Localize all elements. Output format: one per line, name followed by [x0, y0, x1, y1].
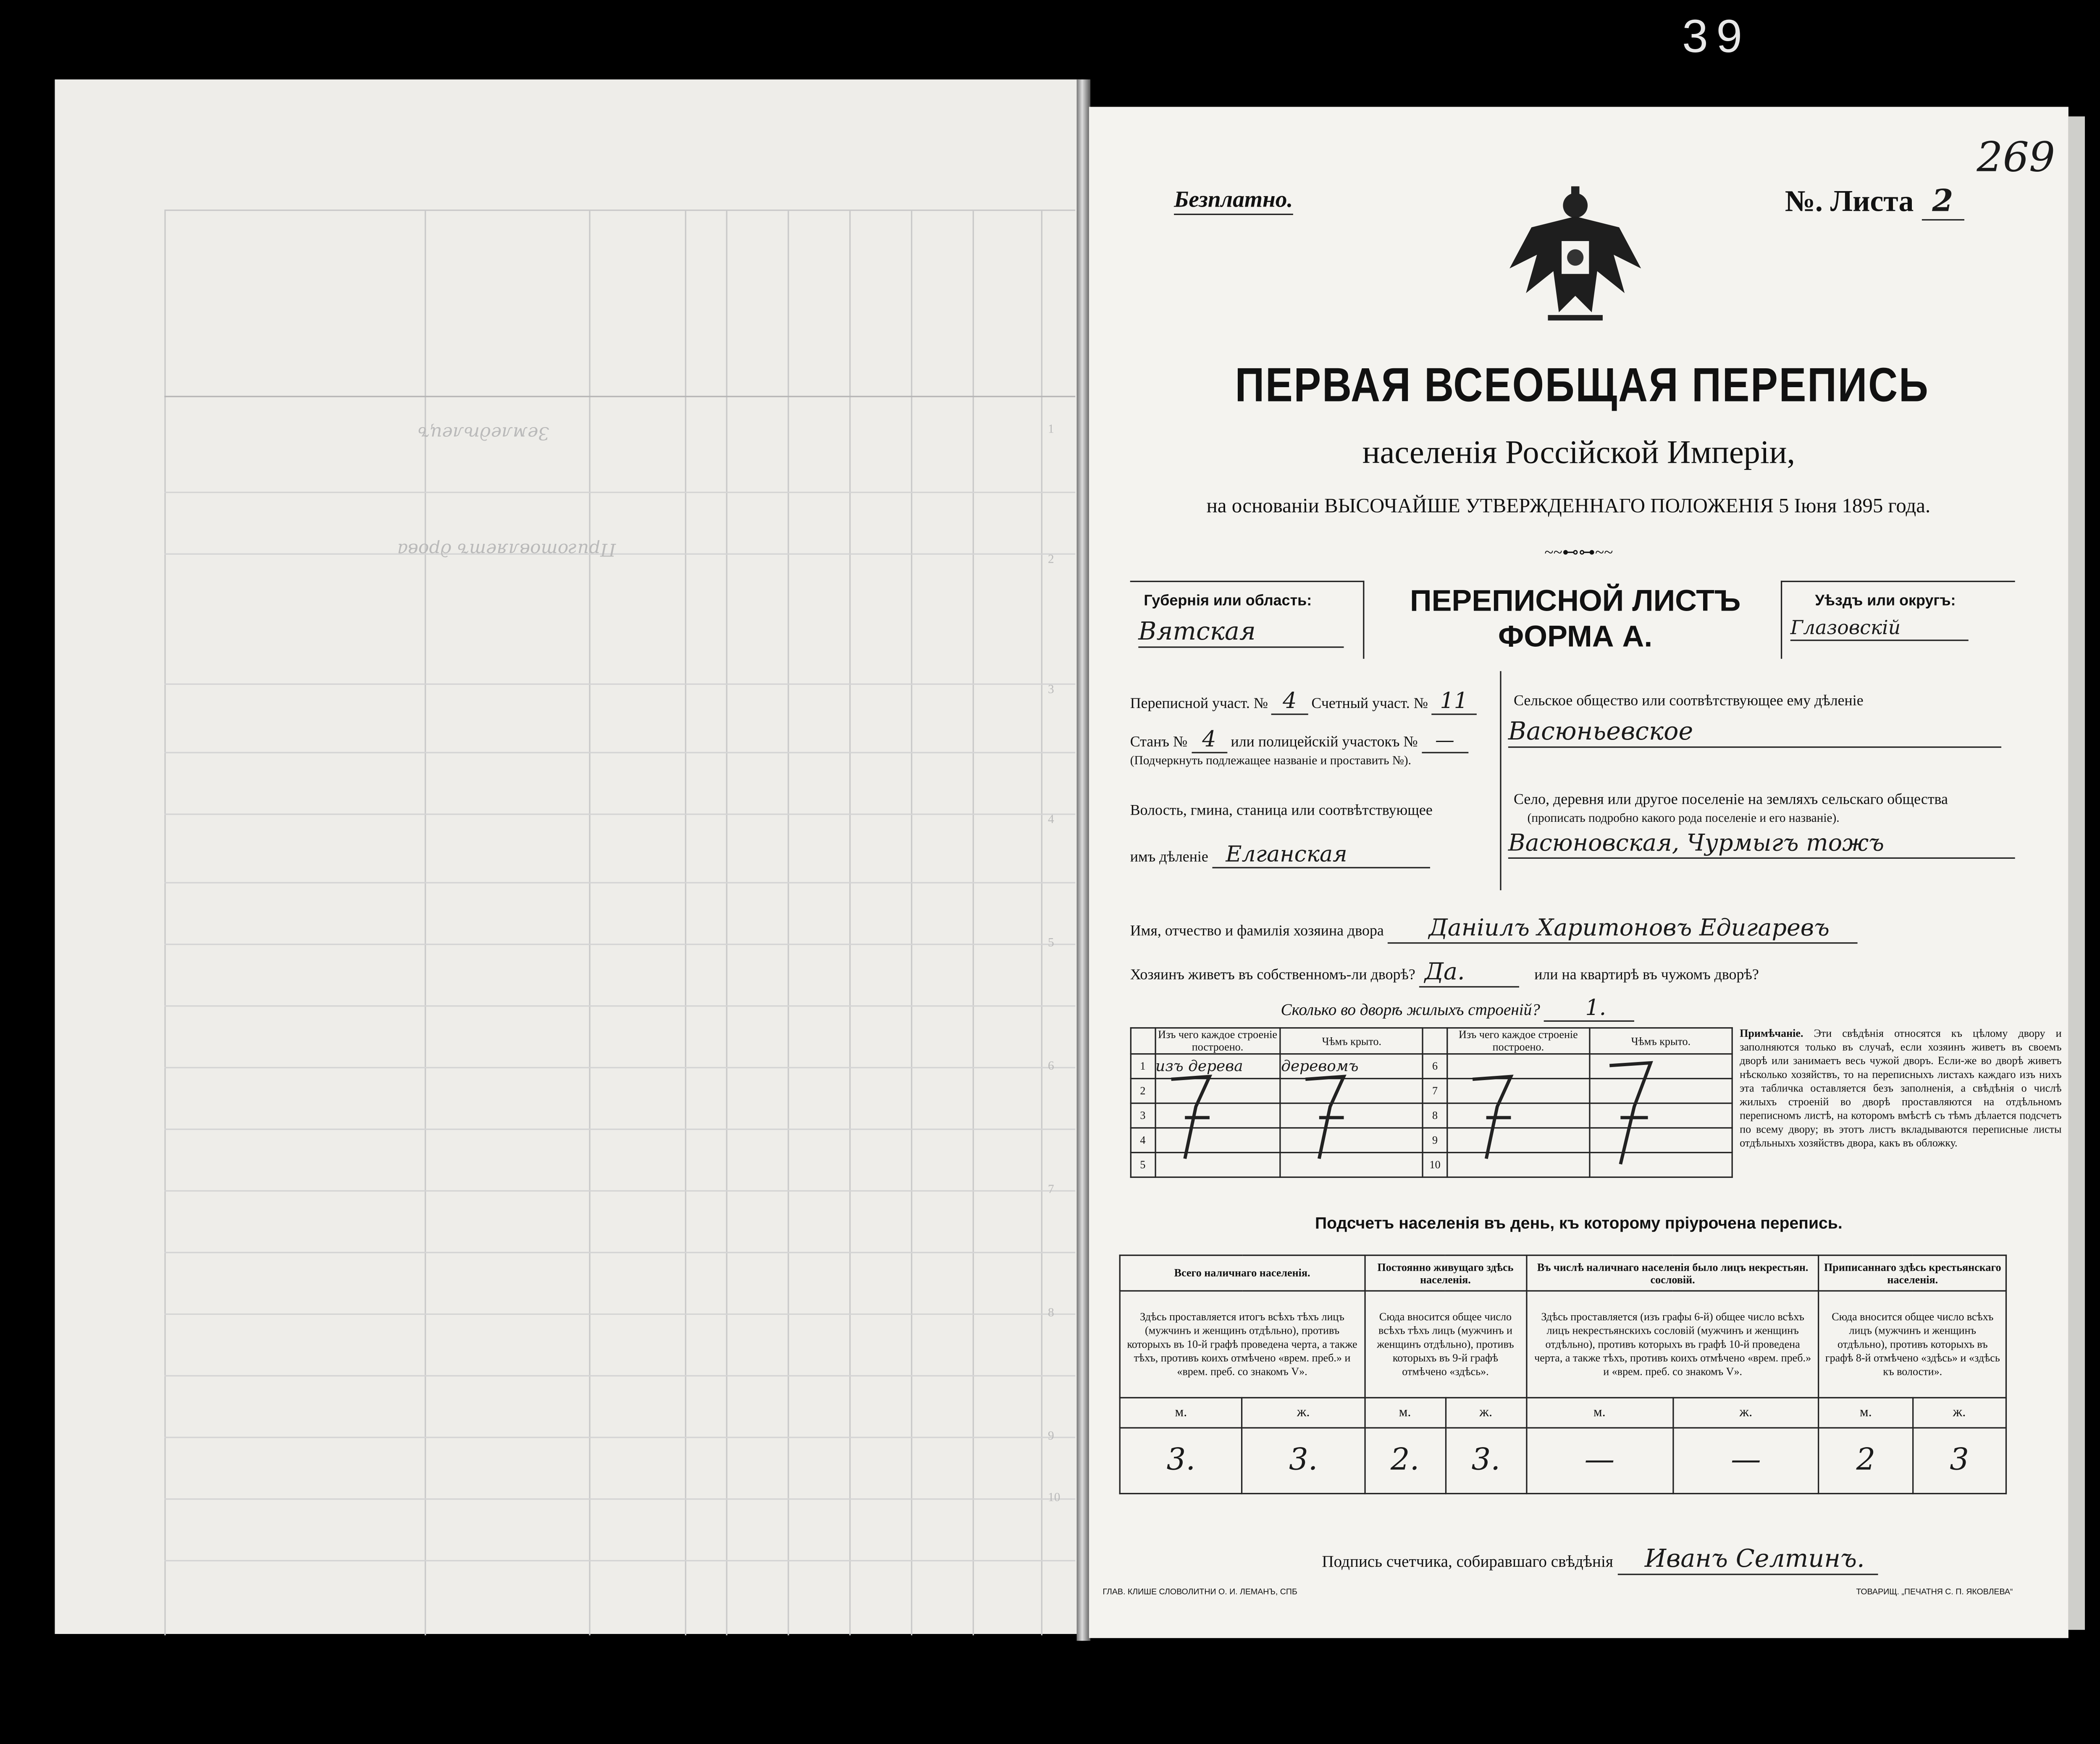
stan-label: Станъ № [1130, 734, 1188, 751]
village-value: Васюновская, Чурмыгъ тожъ [1508, 830, 2015, 858]
tally-title: Подсчетъ населенія въ день, къ которому пріурочена перепись. [1315, 1213, 1843, 1233]
own-yard-value: Да. [1419, 959, 1520, 987]
volost-label-2: имъ дѣленіе [1130, 849, 1208, 866]
buildings-note [1740, 1027, 2061, 1151]
sheet-no-text: №. Листа [1785, 184, 1914, 218]
permanent-male: 2. [1365, 1428, 1446, 1494]
footer-printer-left: ГЛАВ. КЛИШЕ СЛОВОЛИТНИ О. И. ЛЕМАНЪ, СПБ [1102, 1589, 1297, 1597]
non-peasant-female: — [1673, 1428, 1819, 1494]
village-note: (прописать подробно какого рода поселеніе и его названіе). [1527, 810, 1840, 825]
m-label: м. [1526, 1398, 1673, 1428]
stan-note: (Подчеркнуть подлежащее названіе и проставить №). [1130, 753, 1412, 767]
census-district-line [1130, 687, 1476, 713]
note-title: Примѣчаніе. [1740, 1027, 1803, 1040]
sheet-no-value: 2 [1921, 184, 1964, 220]
form-title-line2: ФОРМА А. [1498, 619, 1653, 653]
census-subtitle: населенія Россійской Имперіи, [1362, 435, 1796, 471]
uezd-value: Глазовскій [1790, 618, 1969, 641]
stan-value: 4 [1191, 726, 1227, 753]
tally-desc-non-peasant: Здѣсь проставляется (изъ графы 6-й) общее число всѣхъ лицъ некрестьянскихъ сословій (мужчинъ и женщинъ отдѣльно), противъ которыхъ въ графѣ 10-й проведена черта, а также тѣхъ, противъ коихъ отмѣчено «врем. преб.» и «врем. преб. со знакомъ V». [1526, 1291, 1819, 1398]
guberniya-label: Губернія или область: [1144, 593, 1312, 610]
material-header-left: Изъ чего каждое строеніе построено. [1155, 1028, 1280, 1054]
m-label: м. [1819, 1398, 1912, 1428]
tally-head-registered: Приписаннаго здѣсь крестьянскаго населенія. [1819, 1255, 2006, 1291]
row-num: 8 [1423, 1103, 1447, 1128]
note-text: Эти свѣдѣнія относятся къ цѣлому двору и заполняются только въ случаѣ, если хозяинъ живетъ въ своемъ дворѣ или занимаетъ весь чужой дворъ. Если-же во дворѣ живетъ нѣсколько хозяйствъ, то на переписныхъ листахъ каждаго изъ нихъ эта табличка оставляется безъ заполненія, а свѣдѣнія о числѣ жилыхъ строеній во дворѣ проставляются на отдѣльномъ переписномъ листѣ, на которомъ вмѣстѣ съ тѣмъ дѣлается подсчетъ по всему двору; въ этотъ листъ вкладываются переписные листы отдѣльныхъ хозяйствъ двора, какъ въ обложку. [1740, 1027, 2062, 1149]
signature-label: Подпись счетчика, собиравшаго свѣдѣнія [1322, 1552, 1613, 1571]
census-title: ПЕРВАЯ ВСЕОБЩАЯ ПЕРЕПИСЬ [1235, 359, 1929, 412]
imperial-eagle-emblem [1507, 186, 1644, 330]
row-num: 4 [1131, 1128, 1155, 1153]
sheet-number-label [1785, 184, 1964, 219]
tally-head-non-peasant: Въ числѣ наличнаго населенія было лицъ некрестьян. сословій. [1526, 1255, 1819, 1291]
owner-label: Имя, отчество и фамилія хозяина двора [1130, 923, 1384, 940]
census-form-page [1089, 107, 2068, 1638]
tally-desc-total: Здѣсь проставляется итогъ всѣхъ тѣхъ лицъ (мужчинъ и женщинъ отдѣльно), противъ которыхъ въ 10-й графѣ проведена черта, а также тѣхъ, противъ коихъ отмѣчено «врем. преб.» и «врем. преб. со знакомъ V». [1120, 1291, 1365, 1398]
left-row-number: 6 [1048, 1059, 1054, 1073]
count-district-value: 11 [1432, 687, 1476, 715]
fields-divider [1500, 671, 1501, 890]
village-label: Село, деревня или другое поселеніе на земляхъ сельскаго общества [1513, 792, 1948, 808]
society-label: Сельское общество или соотвѣтствующее ему дѣленіе [1513, 693, 1864, 710]
volost-label-1: Волость, гмина, станица или соотвѣтствующее [1130, 803, 1433, 819]
uezd-label: Уѣздъ или округъ: [1815, 593, 1956, 610]
roof-cell: деревомъ [1281, 1054, 1423, 1079]
row-num: 10 [1423, 1153, 1447, 1178]
m-label: м. [1120, 1398, 1242, 1428]
left-row-number: 4 [1048, 812, 1054, 826]
f-label: ж. [1673, 1398, 1819, 1428]
roof-header-right: Чѣмъ крыто. [1590, 1028, 1732, 1054]
total-female: 3. [1242, 1428, 1365, 1494]
population-tally-table [1119, 1255, 2007, 1495]
own-yard-label: Хозяинъ живетъ въ собственномъ-ли дворѣ? [1130, 967, 1415, 983]
left-grid [164, 210, 1075, 1635]
material-header-right: Изъ чего каждое строеніе построено. [1447, 1028, 1589, 1054]
society-value: Васюньевское [1508, 718, 2001, 748]
next-page-edge [2068, 116, 2085, 1630]
row-num: 3 [1131, 1103, 1155, 1128]
material-cell: изъ дерева [1155, 1054, 1280, 1079]
left-row-number: 3 [1048, 682, 1054, 696]
f-label: ж. [1913, 1398, 2006, 1428]
volost-line [1130, 841, 1430, 867]
police-district-value: — [1422, 730, 1468, 753]
uezd-box [1781, 581, 2015, 659]
buildings-line [1281, 994, 1634, 1020]
roof-header-left: Чѣмъ крыто. [1281, 1028, 1423, 1054]
tally-desc-registered: Сюда вносится общее число всѣхъ лицъ (мужчинъ и женщинъ отдѣльно), противъ которыхъ въ графѣ 8-й отмѣчено «здѣсь» и «здѣсь къ волости». [1819, 1291, 2006, 1398]
form-title-line1: ПЕРЕПИСНОЙ ЛИСТЪ [1410, 583, 1741, 618]
buildings-cross-out-marks [1130, 1052, 1733, 1178]
stan-line [1130, 726, 1468, 752]
guberniya-value: Вятская [1138, 618, 1344, 648]
volost-value: Елганская [1212, 841, 1430, 868]
row-num: 9 [1423, 1128, 1447, 1153]
police-district-label: или полицейскій участокъ № [1231, 734, 1418, 751]
left-row-number: 10 [1048, 1490, 1060, 1504]
left-row-number: 7 [1048, 1182, 1054, 1196]
rented-yard-label: или на квартирѣ въ чужомъ дворѣ? [1534, 967, 1759, 983]
tally-head-permanent: Постоянно живущаго здѣсь населенія. [1365, 1255, 1526, 1291]
left-row-number: 1 [1048, 422, 1054, 436]
count-district-label: Счетный участ. № [1311, 695, 1428, 712]
buildings-label: Сколько во дворѣ жилыхъ строеній? [1281, 999, 1540, 1019]
tally-head-total: Всего наличнаго населенія. [1120, 1255, 1365, 1291]
census-basis: на основаніи ВЫСОЧАЙШЕ УТВЕРЖДЕННАГО ПОЛОЖЕНІЯ 5 Іюня 1895 года. [1206, 496, 1931, 518]
handwritten-sheet-number: 269 [1977, 134, 2055, 182]
ornament: ~~⊷⊶~~ [1544, 542, 1613, 562]
book-spine [1077, 79, 1091, 1641]
row-num: 1 [1131, 1054, 1155, 1079]
f-label: ж. [1445, 1398, 1526, 1428]
registered-female: 3 [1913, 1428, 2006, 1494]
free-label: Безплатно. [1174, 186, 1293, 215]
frame-number: 39 [1682, 11, 1751, 63]
signature-value: Иванъ Селтинъ. [1617, 1545, 1879, 1575]
m-label: м. [1365, 1398, 1446, 1428]
row-num: 2 [1131, 1078, 1155, 1103]
registered-male: 2 [1819, 1428, 1912, 1494]
enumerator-signature-line [1322, 1545, 1878, 1574]
row-num: 5 [1131, 1153, 1155, 1178]
row-num: 7 [1423, 1078, 1447, 1103]
tally-desc-permanent: Сюда вносится общее число всѣхъ тѣхъ лицъ (мужчинъ и женщинъ отдѣльно), противъ которыхъ въ 9-й графѣ отмѣчено «здѣсь». [1365, 1291, 1526, 1398]
left-row-number: 2 [1048, 552, 1054, 566]
footer-printer-right: ТОВАРИЩ. „ПЕЧАТНЯ С. П. ЯКОВЛЕВА“ [1856, 1589, 2013, 1597]
form-title-box [1370, 581, 1781, 655]
left-handwriting-occupation: Земледѣлецъ [417, 422, 549, 443]
owner-value: Даніилъ Харитоновъ Едигаревъ [1388, 915, 1857, 944]
census-district-value: 4 [1272, 687, 1307, 715]
buildings-value: 1. [1544, 994, 1634, 1022]
left-handwriting-side-job: Приготовляетъ дрова [397, 538, 616, 559]
row-num: 6 [1423, 1054, 1447, 1079]
non-peasant-male: — [1526, 1428, 1673, 1494]
permanent-female: 3. [1445, 1428, 1526, 1494]
total-male: 3. [1120, 1428, 1242, 1494]
census-district-label: Переписной участ. № [1130, 695, 1268, 712]
f-label: ж. [1242, 1398, 1365, 1428]
left-page [55, 79, 1079, 1634]
owner-line [1130, 915, 1857, 942]
left-row-number: 9 [1048, 1428, 1054, 1442]
guberniya-box [1130, 581, 1365, 659]
left-row-number: 5 [1048, 935, 1054, 949]
residence-line [1130, 959, 1759, 986]
left-row-number: 8 [1048, 1305, 1054, 1319]
